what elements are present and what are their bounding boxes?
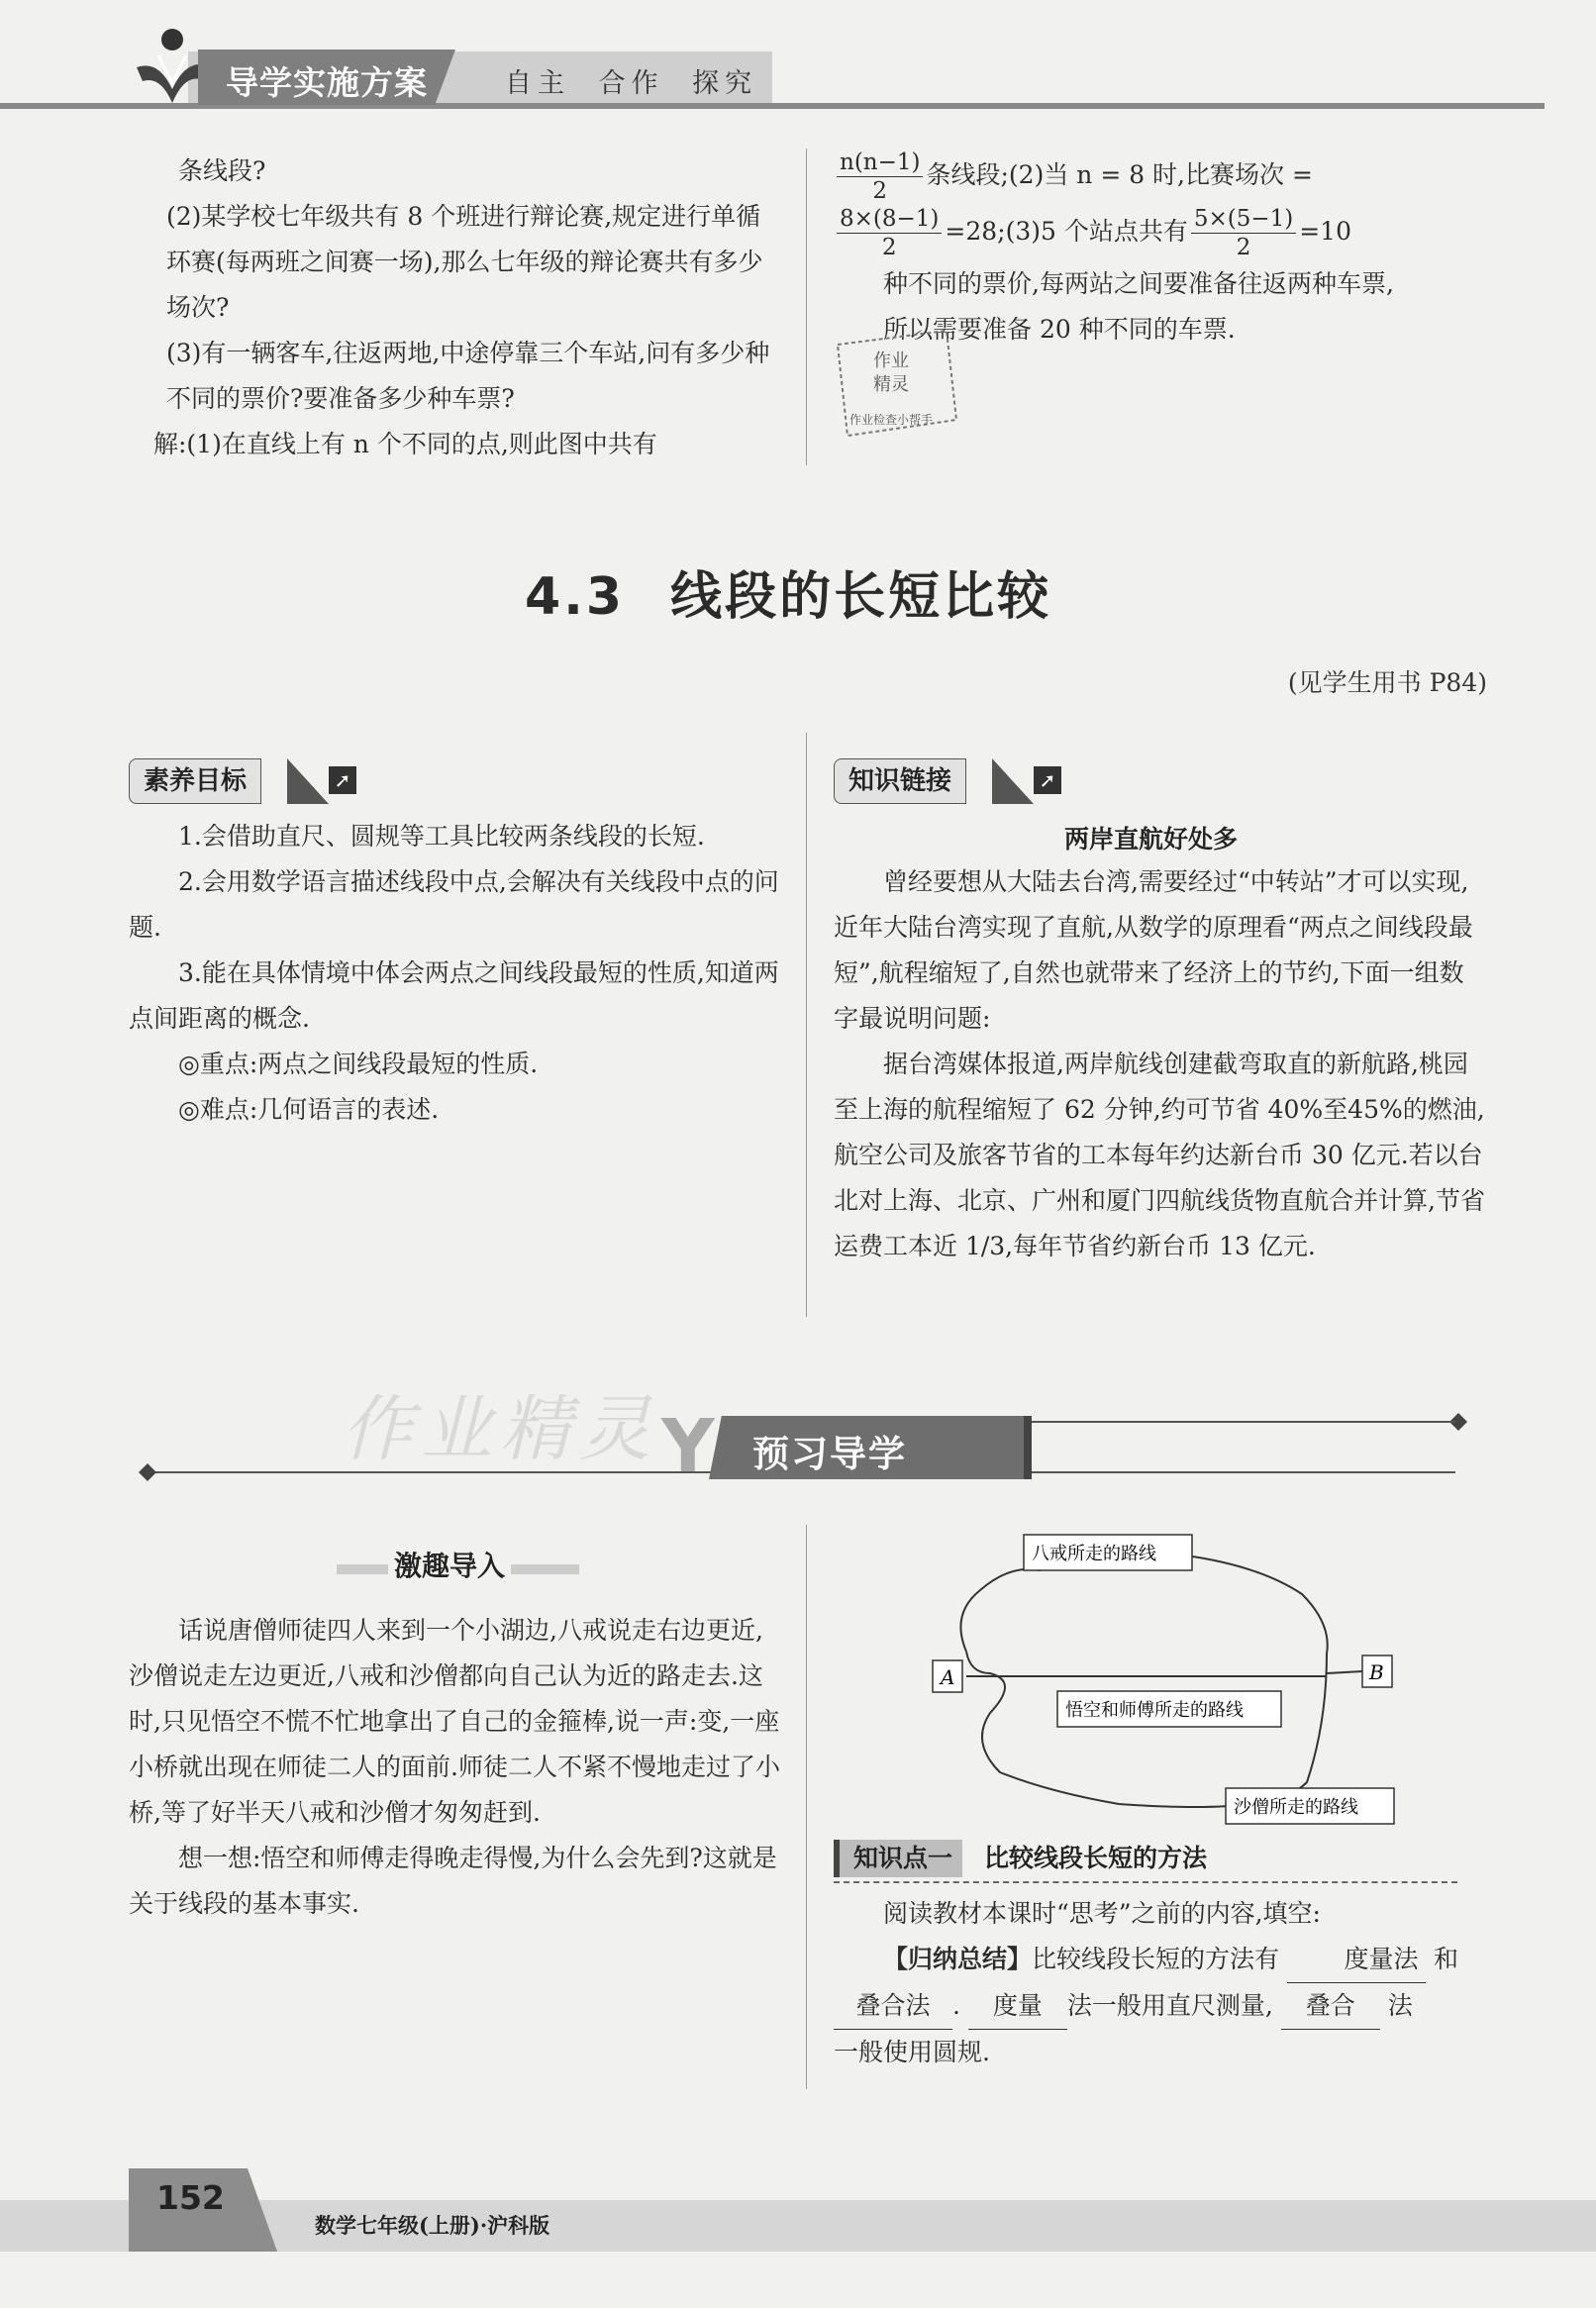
header-title: 导学实施方案: [226, 63, 428, 102]
goal-item: 1.会借助直尺、圆规等工具比较两条线段的长短.: [178, 822, 705, 851]
knowledge-paragraph: 据台湾媒体报道,两岸航线创建截弯取直的新航路,桃园至上海的航程缩短了 62 分钟,约可节省 40%至45%的燃油,航空公司及旅客节省的工本每年约达新台币 30 亿元.若以台北对上海、北京、广州和厦门四航线货物直航合并计算,节省运费工本近 1/3,每年节省约新台币 13 亿元.: [834, 1050, 1485, 1260]
arrow-icon: ➚: [329, 766, 356, 794]
header-tags: 自主 合作 探究: [505, 68, 758, 99]
banner-letter: Y: [661, 1404, 715, 1489]
route-bajie-label: 八戒所走的路线: [1032, 1544, 1156, 1564]
intro-paragraph: 想一想:悟空和师傅走得晚走得慢,为什么会先到?这就是关于线段的基本事实.: [129, 1844, 777, 1918]
goals-header: [129, 758, 356, 804]
knowledge-link-title: 两岸直航好处多: [1064, 825, 1239, 853]
arrow-icon: ➚: [1034, 766, 1061, 794]
solution-line-2: $\frac{8\times(8-1)}{2}$ =28;(3)5 个站点共有 $\frac{5\times(5-1)}{2}$ =10: [834, 205, 1487, 261]
fraction: $\frac{5\times(5-1)}{2}$: [1191, 205, 1296, 261]
summary-line: 【归纳总结】比较线段长短的方法有 度量法 和: [834, 1937, 1487, 1983]
column-divider-bottom: [806, 1525, 807, 2089]
prev-problems: [129, 149, 782, 467]
solution-line-1: $\frac{n(n-1)}{2}$ 条线段;(2)当 n = 8 时,比赛场次 =: [834, 149, 1487, 205]
banner-cap: [1024, 1416, 1032, 1479]
column-divider-middle: [806, 733, 807, 1317]
banner-title: 预习导学: [752, 1433, 907, 1475]
intro-body: [129, 1608, 782, 1927]
section-number: 4.3: [525, 567, 626, 627]
watermark: 作业精灵: [342, 1387, 659, 1470]
goals-tab-shape: [287, 758, 329, 804]
goals-list: [129, 814, 782, 1133]
point-a-label: A: [941, 1665, 955, 1689]
fraction: $\frac{8\times(8-1)}{2}$: [837, 205, 942, 261]
column-divider-top: [806, 149, 807, 465]
knowledge-paragraph: 曾经要想从大陆去台湾,需要经过“中转站”才可以实现,近年大陆台湾实现了直航,从数学的原理看“两点之间线段最短”,航程缩短了,自然也就带来了经济上的节约,下面一组数字最说明问题:: [834, 867, 1473, 1033]
question-2: (2)某学校七年级共有 8 个班进行辩论赛,规定进行单循环赛(每两班之间赛一场),那么七年级的辩论赛共有多少场次?: [166, 202, 763, 322]
solution-start: 解:(1)在直线上有 n 个不同的点,则此图中共有: [153, 430, 657, 458]
stamp-text-bottom: 作业检查小帮手: [849, 413, 934, 427]
intro-paragraph: 话说唐僧师徒四人来到一个小湖边,八戒说走右边更近,沙僧说走左边更近,八戒和沙僧都向自己认为近的路走去.这时,只见悟空不慌不忙地拿出了自己的金箍棒,说一声:变,一座小桥就出现在师徒二人的面前.师徒二人不紧不慢地走过了小桥,等了好半天八戒和沙僧才匆匆赶到.: [129, 1616, 780, 1827]
point-b-label: B: [1369, 1660, 1384, 1684]
knowledge-link-tab-shape: [992, 758, 1034, 804]
knowledge-link-body: [834, 859, 1487, 1269]
knowledge-link-label: 知识链接: [834, 758, 966, 804]
page-header: [0, 0, 1596, 117]
reading-instruction: 阅读教材本课时“思考”之前的内容,填空:: [883, 1899, 1321, 1928]
section-name: 线段的长短比较: [670, 567, 1052, 627]
answer-blank: 叠合法: [834, 1983, 952, 2030]
knowledge-link-header: [834, 758, 1061, 804]
goal-item: 2.会用数学语言描述线段中点,会解决有关线段中点的问题.: [129, 867, 779, 942]
key-point: ◎重点:两点之间线段最短的性质.: [178, 1050, 539, 1078]
fraction: $\frac{n(n-1)}{2}$: [837, 149, 923, 205]
page-number: 152: [156, 2178, 225, 2217]
routes-diagram: [911, 1525, 1406, 1842]
knowledge-point-rule: [834, 1881, 1457, 1883]
answer-blank: 度量法: [1287, 1937, 1426, 1983]
prev-line: 条线段?: [178, 156, 266, 185]
banner-rule-right: [1030, 1421, 1455, 1423]
solution-line-3: 种不同的票价,每两站之间要准备往返两种车票,: [883, 269, 1394, 298]
knowledge-point-label: 知识点一: [834, 1840, 962, 1877]
route-wukong-label: 悟空和师傅所走的路线: [1065, 1700, 1244, 1721]
knowledge-point-header: [834, 1840, 1457, 1879]
summary-line: 叠合法 . 度量 法一般用直尺测量, 叠合 法: [834, 1983, 1487, 2030]
section-reference: (见学生用书 P84): [1287, 668, 1487, 697]
answer-blank: 度量: [968, 1983, 1067, 2030]
intro-label: 激趣导入: [388, 1545, 511, 1584]
diamond-icon: [139, 1463, 156, 1481]
book-title: 数学七年级(上册)·沪科版: [315, 2213, 550, 2238]
route-shaseng-label: 沙僧所走的路线: [1234, 1797, 1358, 1818]
page-footer: [0, 2168, 1596, 2277]
intro-header: [337, 1545, 579, 1590]
difficult-point: ◎难点:几何语言的表述.: [178, 1095, 440, 1124]
knowledge-point-title: 比较线段长短的方法: [984, 1844, 1208, 1872]
homework-stamp-icon: [828, 325, 966, 444]
goals-label: 素养目标: [129, 758, 261, 804]
summary-label: 【归纳总结】: [883, 1945, 1033, 1973]
summary-line: 一般使用圆规.: [834, 2038, 990, 2066]
goal-item: 3.能在具体情境中体会两点之间线段最短的性质,知道两点间距离的概念.: [129, 958, 779, 1033]
stamp-text-top: 作业: [873, 351, 909, 371]
stamp-text-mid: 精灵: [873, 374, 909, 395]
reader-logo-icon: [129, 20, 208, 109]
question-3: (3)有一辆客车,往返两地,中途停靠三个车站,问有多少种不同的票价?要准备多少种车票?: [166, 339, 770, 413]
section-title: [525, 554, 1051, 629]
answer-blank: 叠合: [1281, 1983, 1380, 2030]
solution-line-4: 所以需要准备 20 种不同的车票.: [883, 315, 1236, 344]
knowledge-point-body: [834, 1891, 1487, 2075]
prev-solution: [834, 149, 1487, 352]
